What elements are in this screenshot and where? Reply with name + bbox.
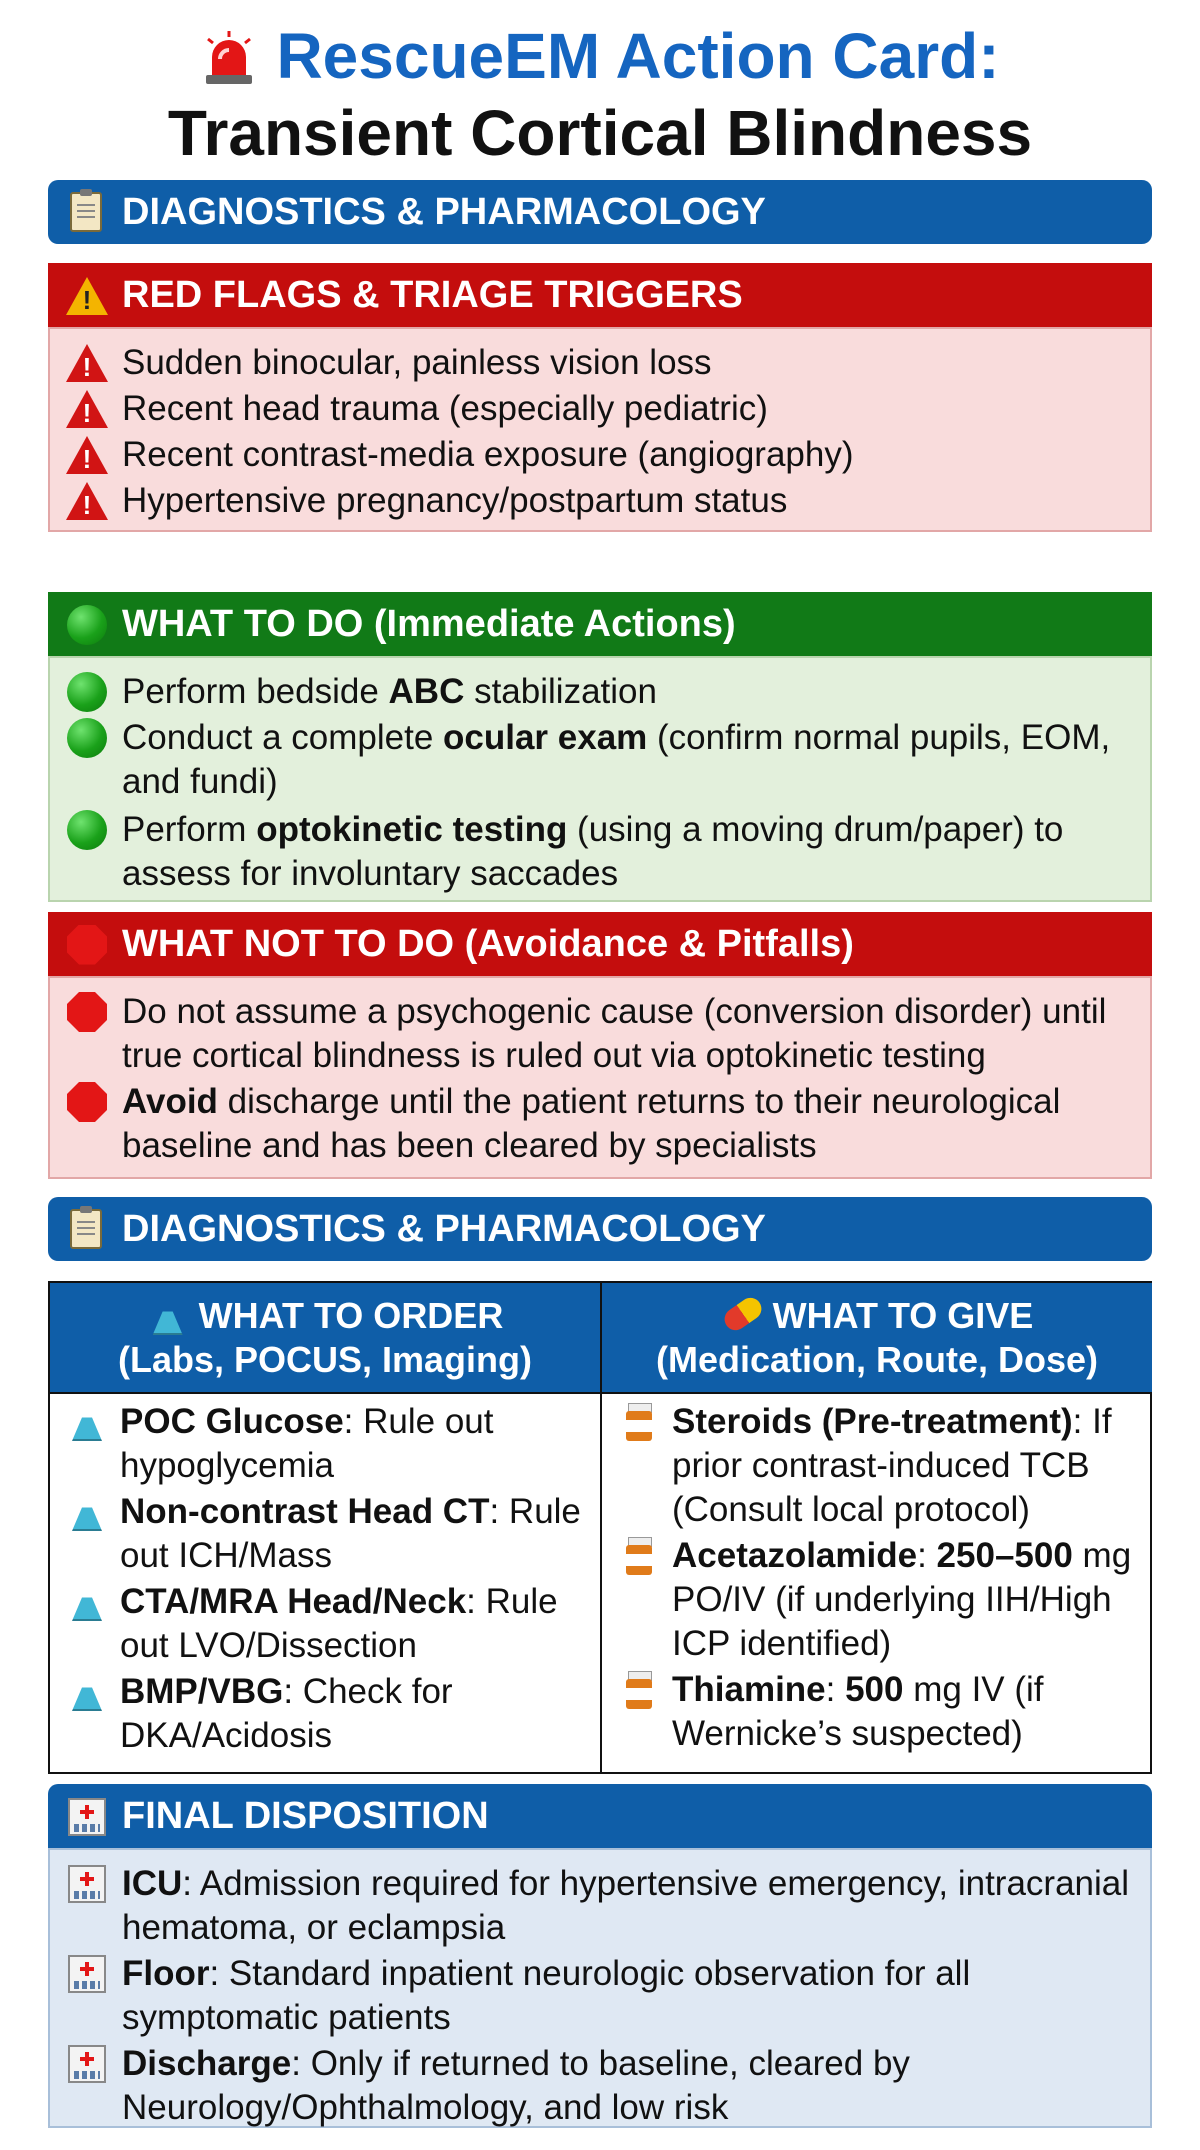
flask-icon bbox=[147, 1295, 189, 1337]
hospital-icon bbox=[66, 2043, 108, 2085]
flask-icon bbox=[66, 1671, 108, 1713]
red-flags-header-label: RED FLAGS & TRIAGE TRIGGERS bbox=[122, 273, 743, 316]
list-item: Perform optokinetic testing (using a moving drum/paper) to assess for involuntary saccades bbox=[66, 808, 1134, 896]
warning-icon: ! bbox=[66, 480, 108, 522]
order-item: CTA/MRA Head/Neck: Rule out LVO/Dissection bbox=[66, 1580, 591, 1668]
stop-sign-icon bbox=[66, 1081, 108, 1123]
give-item: Acetazolamide: 250–500 mg PO/IV (if underlying IIH/High ICP identified) bbox=[618, 1534, 1143, 1666]
siren-icon bbox=[200, 27, 258, 85]
flask-icon bbox=[66, 1401, 108, 1443]
order-item: POC Glucose: Rule out hypoglycemia bbox=[66, 1400, 591, 1488]
disposition-panel bbox=[48, 1848, 1152, 2128]
pill-bottle-icon bbox=[618, 1535, 660, 1577]
what-to-do-header-label: WHAT TO DO (Immediate Actions) bbox=[122, 602, 736, 645]
list-item: Floor: Standard inpatient neurologic observation for all symptomatic patients bbox=[66, 1952, 1134, 2040]
give-item: Steroids (Pre-treatment): If prior contrast-induced TCB (Consult local protocol) bbox=[618, 1400, 1143, 1532]
what-not-to-do-panel bbox=[48, 976, 1152, 1179]
red-flags-panel bbox=[48, 327, 1152, 532]
hospital-icon bbox=[66, 1796, 108, 1838]
hospital-icon bbox=[66, 1953, 108, 1995]
title-line-1 bbox=[0, 18, 1200, 94]
green-circle-icon bbox=[66, 671, 108, 713]
what-not-to-do-header-label: WHAT NOT TO DO (Avoidance & Pitfalls) bbox=[122, 922, 854, 965]
diagnostics-bar-top-label: DIAGNOSTICS & PHARMACOLOGY bbox=[122, 190, 766, 233]
disposition-header-label: FINAL DISPOSITION bbox=[122, 1794, 489, 1837]
what-to-do-header bbox=[48, 592, 1152, 656]
hospital-icon bbox=[66, 1863, 108, 1905]
list-item: ! Sudden binocular, painless vision loss bbox=[66, 341, 1134, 385]
order-column-header: WHAT TO ORDER (Labs, POCUS, Imaging) bbox=[50, 1283, 600, 1392]
what-not-to-do-header bbox=[48, 912, 1152, 976]
green-circle-icon bbox=[66, 604, 108, 646]
order-item: Non-contrast Head CT: Rule out ICH/Mass bbox=[66, 1490, 591, 1578]
list-item: Avoid discharge until the patient returns to their neurological baseline and has been cleared by specialists bbox=[66, 1080, 1134, 1168]
give-column-header: WHAT TO GIVE (Medication, Route, Dose) bbox=[602, 1283, 1152, 1392]
warning-icon: ! bbox=[66, 388, 108, 430]
diagnostics-bar-top bbox=[48, 180, 1152, 244]
clipboard-icon bbox=[66, 192, 108, 234]
warning-icon: ! bbox=[66, 275, 108, 317]
red-flags-header bbox=[48, 263, 1152, 327]
flask-icon bbox=[66, 1581, 108, 1623]
order-item: BMP/VBG: Check for DKA/Acidosis bbox=[66, 1670, 591, 1758]
list-item: Discharge: Only if returned to baseline, cleared by Neurology/Ophthalmology, and low risk bbox=[66, 2042, 1134, 2130]
green-circle-icon bbox=[66, 717, 108, 759]
title-line-2: Transient Cortical Blindness bbox=[167, 97, 1033, 169]
list-item: ! Recent head trauma (especially pediatric) bbox=[66, 387, 1134, 431]
pill-bottle-icon bbox=[618, 1669, 660, 1711]
list-item: ! Hypertensive pregnancy/postpartum status bbox=[66, 479, 1134, 523]
list-item: ! Recent contrast-media exposure (angiography) bbox=[66, 433, 1134, 477]
disposition-header bbox=[48, 1784, 1152, 1848]
title-block bbox=[0, 18, 1200, 172]
diagnostics-bar bbox=[48, 1197, 1152, 1261]
diagnostics-bar-label: DIAGNOSTICS & PHARMACOLOGY bbox=[122, 1207, 766, 1250]
list-item: Conduct a complete ocular exam (confirm normal pupils, EOM, and fundi) bbox=[66, 716, 1134, 804]
warning-icon: ! bbox=[66, 342, 108, 384]
what-to-do-panel bbox=[48, 656, 1152, 902]
pill-bottle-icon bbox=[618, 1401, 660, 1443]
list-item: Do not assume a psychogenic cause (conversion disorder) until true cortical blindness is ruled out via optokinetic testing bbox=[66, 990, 1134, 1078]
clipboard-icon bbox=[66, 1209, 108, 1251]
diagnostics-table bbox=[48, 1281, 1152, 1774]
title-text-1: RescueEM Action Card: bbox=[276, 20, 1000, 92]
stop-sign-icon bbox=[66, 924, 108, 966]
green-circle-icon bbox=[66, 809, 108, 851]
warning-icon: ! bbox=[66, 434, 108, 476]
stop-sign-icon bbox=[66, 991, 108, 1033]
pill-icon bbox=[721, 1295, 763, 1337]
give-item: Thiamine: 500 mg IV (if Wernicke’s suspected) bbox=[618, 1668, 1143, 1756]
flask-icon bbox=[66, 1491, 108, 1533]
list-item: ICU: Admission required for hypertensive emergency, intracranial hematoma, or eclampsia bbox=[66, 1862, 1134, 1950]
list-item: Perform bedside ABC stabilization bbox=[66, 670, 1134, 714]
